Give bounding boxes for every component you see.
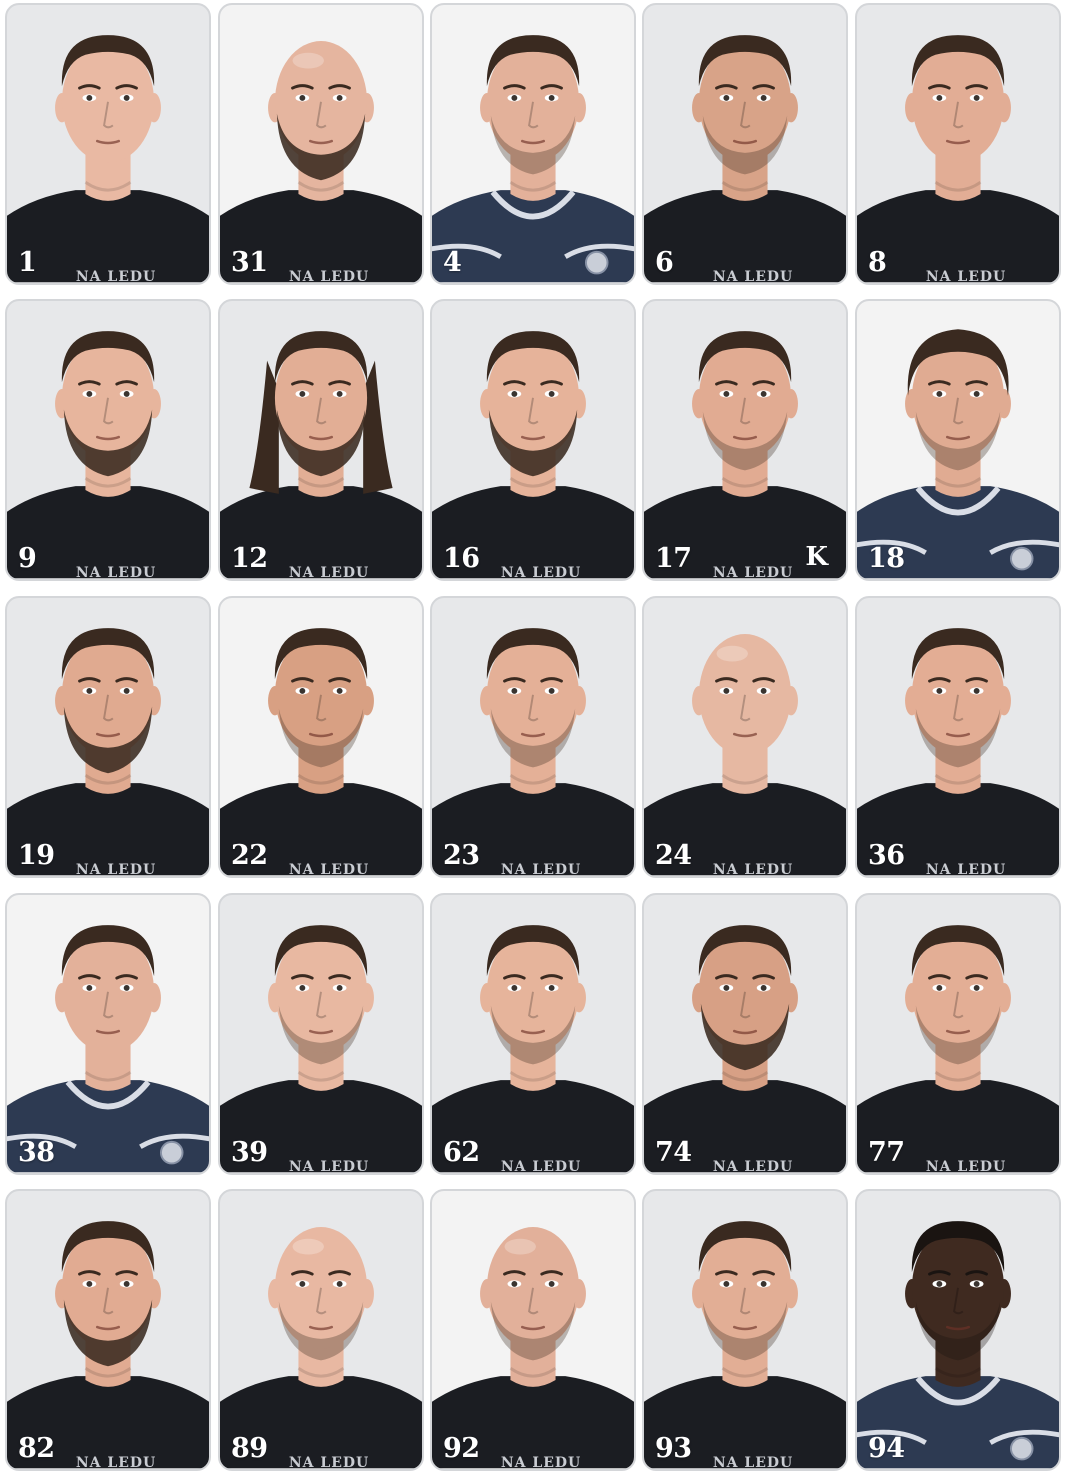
- player-portrait: [432, 5, 634, 283]
- jersey-number: 16: [443, 543, 480, 574]
- player-portrait: [7, 895, 209, 1173]
- player-card[interactable]: [218, 596, 424, 878]
- shirt-lettering: NA LEDU: [925, 862, 1007, 878]
- player-portrait: [857, 1191, 1059, 1469]
- shirt-lettering: NA LEDU: [712, 1455, 794, 1471]
- jersey-number: 74: [655, 1137, 692, 1168]
- jersey-number: 93: [655, 1433, 692, 1464]
- player-portrait: [644, 895, 846, 1173]
- player-portrait: [857, 895, 1059, 1173]
- player-card[interactable]: [218, 893, 424, 1175]
- player-card[interactable]: [855, 1189, 1061, 1471]
- player-card[interactable]: [5, 3, 211, 285]
- player-card[interactable]: [855, 596, 1061, 878]
- jersey-number: 94: [868, 1433, 905, 1464]
- shirt-lettering: NA LEDU: [75, 269, 157, 285]
- player-portrait: [432, 1191, 634, 1469]
- shirt-lettering: NA LEDU: [712, 565, 794, 581]
- shirt-lettering: NA LEDU: [500, 565, 582, 581]
- player-card[interactable]: [642, 299, 848, 581]
- shirt-lettering: NA LEDU: [288, 269, 370, 285]
- jersey-number: 39: [231, 1137, 268, 1168]
- jersey-number: 12: [231, 543, 268, 574]
- jersey-number: 92: [443, 1433, 480, 1464]
- player-portrait: [857, 598, 1059, 876]
- player-portrait: [644, 1191, 846, 1469]
- player-card[interactable]: [855, 299, 1061, 581]
- player-portrait: [220, 1191, 422, 1469]
- shirt-lettering: NA LEDU: [712, 269, 794, 285]
- jersey-number: 22: [231, 840, 268, 871]
- player-portrait: [7, 301, 209, 579]
- jersey-number: 8: [868, 247, 887, 278]
- jersey-number: 6: [655, 247, 674, 278]
- shirt-lettering: NA LEDU: [925, 269, 1007, 285]
- shirt-lettering: NA LEDU: [288, 565, 370, 581]
- player-portrait: [7, 598, 209, 876]
- player-card[interactable]: [642, 596, 848, 878]
- jersey-number: 18: [868, 543, 905, 574]
- player-portrait: [7, 1191, 209, 1469]
- jersey-number: 36: [868, 840, 905, 871]
- player-portrait: [220, 301, 422, 579]
- captain-mark: K: [805, 542, 828, 572]
- player-card[interactable]: [855, 3, 1061, 285]
- shirt-lettering: NA LEDU: [75, 1455, 157, 1471]
- player-card[interactable]: [5, 299, 211, 581]
- player-card[interactable]: [642, 893, 848, 1175]
- player-card[interactable]: [430, 1189, 636, 1471]
- jersey-number: 62: [443, 1137, 480, 1168]
- player-portrait: [644, 598, 846, 876]
- player-card[interactable]: [430, 3, 636, 285]
- jersey-number: 1: [18, 247, 37, 278]
- shirt-lettering: NA LEDU: [288, 1455, 370, 1471]
- jersey-number: 77: [868, 1137, 905, 1168]
- shirt-lettering: NA LEDU: [288, 1159, 370, 1175]
- player-card[interactable]: [218, 299, 424, 581]
- player-portrait: [432, 301, 634, 579]
- player-card[interactable]: [5, 596, 211, 878]
- player-card[interactable]: [642, 1189, 848, 1471]
- shirt-lettering: NA LEDU: [925, 1159, 1007, 1175]
- jersey-number: 89: [231, 1433, 268, 1464]
- player-card[interactable]: [218, 3, 424, 285]
- player-portrait: [7, 5, 209, 283]
- player-card[interactable]: [218, 1189, 424, 1471]
- player-card[interactable]: [430, 893, 636, 1175]
- jersey-number: 17: [655, 543, 692, 574]
- player-card[interactable]: [855, 893, 1061, 1175]
- jersey-number: 9: [18, 543, 37, 574]
- player-portrait: [644, 301, 846, 579]
- jersey-number: 4: [443, 247, 462, 278]
- player-card[interactable]: [430, 596, 636, 878]
- shirt-lettering: NA LEDU: [500, 1455, 582, 1471]
- jersey-number: 24: [655, 840, 692, 871]
- shirt-lettering: NA LEDU: [712, 862, 794, 878]
- player-card[interactable]: [430, 299, 636, 581]
- shirt-lettering: NA LEDU: [712, 1159, 794, 1175]
- jersey-number: 82: [18, 1433, 55, 1464]
- jersey-number: 23: [443, 840, 480, 871]
- shirt-lettering: NA LEDU: [288, 862, 370, 878]
- player-card[interactable]: [5, 1189, 211, 1471]
- player-portrait: [220, 598, 422, 876]
- player-portrait: [857, 5, 1059, 283]
- player-portrait: [220, 895, 422, 1173]
- player-portrait: [432, 598, 634, 876]
- shirt-lettering: NA LEDU: [500, 1159, 582, 1175]
- player-card[interactable]: [642, 3, 848, 285]
- jersey-number: 19: [18, 840, 55, 871]
- shirt-lettering: NA LEDU: [500, 862, 582, 878]
- shirt-lettering: NA LEDU: [75, 862, 157, 878]
- player-portrait: [220, 5, 422, 283]
- player-portrait: [857, 301, 1059, 579]
- shirt-lettering: NA LEDU: [75, 565, 157, 581]
- player-portrait: [432, 895, 634, 1173]
- player-card[interactable]: [5, 893, 211, 1175]
- player-portrait: [644, 5, 846, 283]
- jersey-number: 31: [231, 247, 268, 278]
- jersey-number: 38: [18, 1137, 55, 1168]
